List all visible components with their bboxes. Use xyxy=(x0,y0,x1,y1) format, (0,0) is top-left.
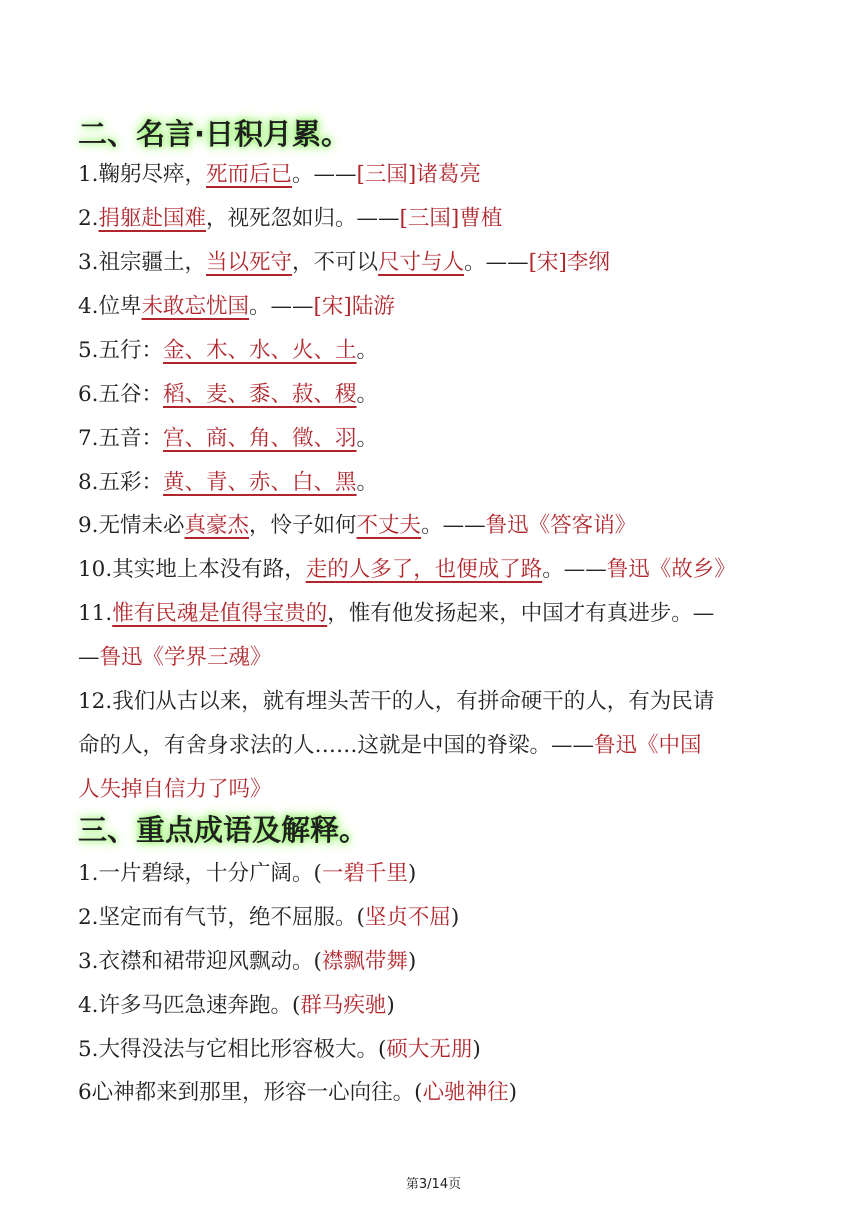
section-3-heading: 三、重点成语及解释。 xyxy=(78,813,369,847)
item-8: 8.五彩：黄、青、赤、白、黑。 xyxy=(78,470,379,495)
quote-10: 10.其实地上本没有路，走的人多了，也便成了路。——鲁迅《故乡》 xyxy=(78,557,736,582)
quote-12-cont: 命的人，有舍身求法的人……这就是中国的脊梁。——鲁迅《中国 xyxy=(78,733,702,758)
item-6: 6.五谷：稻、麦、黍、菽、稷。 xyxy=(78,382,379,407)
quote-12: 12.我们从古以来，就有埋头苦干的人，有拼命硬干的人，有为民请 xyxy=(78,689,715,714)
page-number: 第3/14页 xyxy=(405,1177,462,1192)
quote-4: 4.位卑未敢忘忧国。——[宋]陆游 xyxy=(78,294,395,319)
idiom-3: 3.衣襟和裙带迎风飘动。(襟飘带舞) xyxy=(78,949,417,974)
quote-11: 11.惟有民魂是值得宝贵的，惟有他发扬起来，中国才有真进步。— xyxy=(78,601,715,626)
quote-9: 9.无情未必真豪杰，怜子如何不丈夫。——鲁迅《答客诮》 xyxy=(78,513,637,538)
idiom-1: 1.一片碧绿，十分广阔。(一碧千里) xyxy=(78,861,417,886)
quote-1: 1.鞠躬尽瘁，死而后已。——[三国]诸葛亮 xyxy=(78,162,481,187)
quote-3: 3.祖宗疆土，当以死守，不可以尺寸与人。——[宋]李纲 xyxy=(78,250,610,275)
idiom-4: 4.许多马匹急速奔跑。(群马疾驰) xyxy=(78,993,395,1018)
quote-2: 2.捐躯赴国难，视死忽如归。——[三国]曹植 xyxy=(78,206,503,231)
item-5: 5.五行：金、木、水、火、土。 xyxy=(78,338,379,363)
idiom-5: 5.大得没法与它相比形容极大。(硕大无朋) xyxy=(78,1037,481,1062)
item-7: 7.五音：宫、商、角、徵、羽。 xyxy=(78,426,379,451)
section-2-heading: 二、名言·日积月累。 xyxy=(78,117,351,151)
idiom-6: 6心神都来到那里，形容一心向往。(心驰神往) xyxy=(78,1080,517,1105)
quote-12-cont-2: 人失掉自信力了吗》 xyxy=(78,777,272,802)
quote-11-cont: —鲁迅《学界三魂》 xyxy=(78,645,272,670)
idiom-2: 2.坚定而有气节，绝不屈服。(坚贞不屈) xyxy=(78,905,460,930)
